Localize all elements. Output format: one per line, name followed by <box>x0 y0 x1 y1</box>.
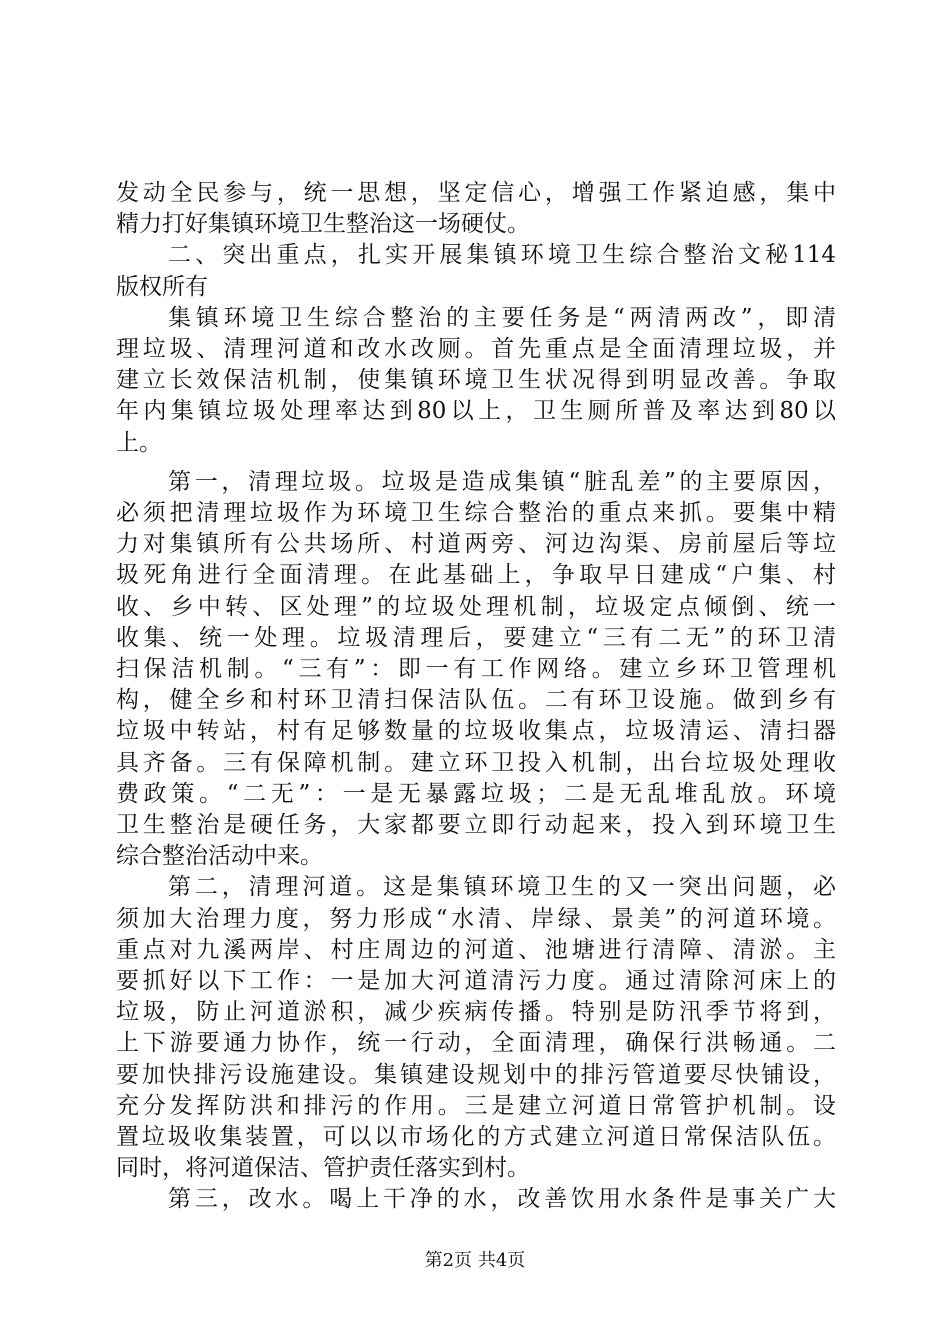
text-line: 充分发挥防洪和排污的作用。三是建立河道日常管护机制。设 <box>116 1092 836 1119</box>
text-line: 综合整治活动中来。 <box>116 843 323 870</box>
text-line: 必须把清理垃圾作为环境卫生综合整治的重点来抓。要集中精 <box>116 500 836 526</box>
text-line: 上下游要通力协作，统一行动，全面清理，确保行洪畅通。二 <box>116 1030 836 1057</box>
text-line: 力对集镇所有公共场所、村道两旁、河边沟渠、房前屋后等垃 <box>116 531 836 558</box>
text-line: 置垃圾收集装置，可以以市场化的方式建立河道日常保洁队伍。 <box>116 1124 836 1150</box>
text-line: 要抓好以下工作：一是加大河道清污力度。通过清除河床上的 <box>116 968 836 994</box>
text-line: 垃圾，防止河道淤积，减少疾病传播。特别是防汛季节将到， <box>116 999 836 1026</box>
text-line: 收集、统一处理。垃圾清理后，要建立“三有二无”的环卫清 <box>116 624 836 651</box>
text-line: 垃圾中转站，村有足够数量的垃圾收集点，垃圾清运、清扫器 <box>116 718 836 745</box>
text-line: 卫生整治是硬任务，大家都要立即行动起来，投入到环境卫生 <box>116 812 836 838</box>
text-line: 费政策。“二无”：一是无暴露垃圾；二是无乱堆乱放。环境 <box>116 780 836 807</box>
section-heading-line: 版权所有 <box>116 273 208 300</box>
text-line: 圾死角进行全面清理。在此基础上，争取早日建成“户集、村 <box>116 562 836 589</box>
text-line: 构，健全乡和村环卫清扫保洁队伍。二有环卫设施。做到乡有 <box>116 687 836 714</box>
text-line: 重点对九溪两岸、村庄周边的河道、池塘进行清障、清淤。主 <box>116 936 836 963</box>
text-line: 理垃圾、清理河道和改水改厕。首先重点是全面清理垃圾，并 <box>116 336 836 362</box>
text-line: 集镇环境卫生综合整治的主要任务是“两清两改”，即清 <box>168 304 836 331</box>
text-line: 扫保洁机制。“三有”：即一有工作网络。建立乡环卫管理机 <box>116 656 836 682</box>
page-footer: 第2页 共4页 <box>424 1250 526 1271</box>
text-line: 精力打好集镇环境卫生整治这一场硬仗。 <box>116 211 530 238</box>
text-line: 建立长效保洁机制，使集镇环境卫生状况得到明显改善。争取 <box>116 367 836 394</box>
text-line: 收、乡中转、区处理”的垃圾处理机制，垃圾定点倾倒、统一 <box>116 593 836 620</box>
text-line: 第三，改水。喝上干净的水，改善饮用水条件是事关广大 <box>168 1186 836 1213</box>
text-line: 第二，清理河道。这是集镇环境卫生的又一突出问题，必 <box>168 874 836 901</box>
text-line: 同时，将河道保洁、管护责任落实到村。 <box>116 1155 530 1182</box>
text-line: 须加大治理力度，努力形成“水清、岸绿、景美”的河道环境。 <box>116 905 836 932</box>
text-line: 上。 <box>116 429 162 456</box>
section-heading-line: 二、突出重点，扎实开展集镇环境卫生综合整治文秘114 <box>168 242 836 269</box>
text-line: 具齐备。三有保障机制。建立环卫投入机制，出台垃圾处理收 <box>116 749 836 776</box>
text-line: 发动全民参与，统一思想，坚定信心，增强工作紧迫感，集中 <box>116 180 836 206</box>
text-line: 第一，清理垃圾。垃圾是造成集镇“脏乱差”的主要原因， <box>168 468 836 495</box>
text-line: 年内集镇垃圾处理率达到80以上，卫生厕所普及率达到80以 <box>116 398 836 425</box>
text-line: 要加快排污设施建设。集镇建设规划中的排污管道要尽快铺设， <box>116 1061 836 1088</box>
